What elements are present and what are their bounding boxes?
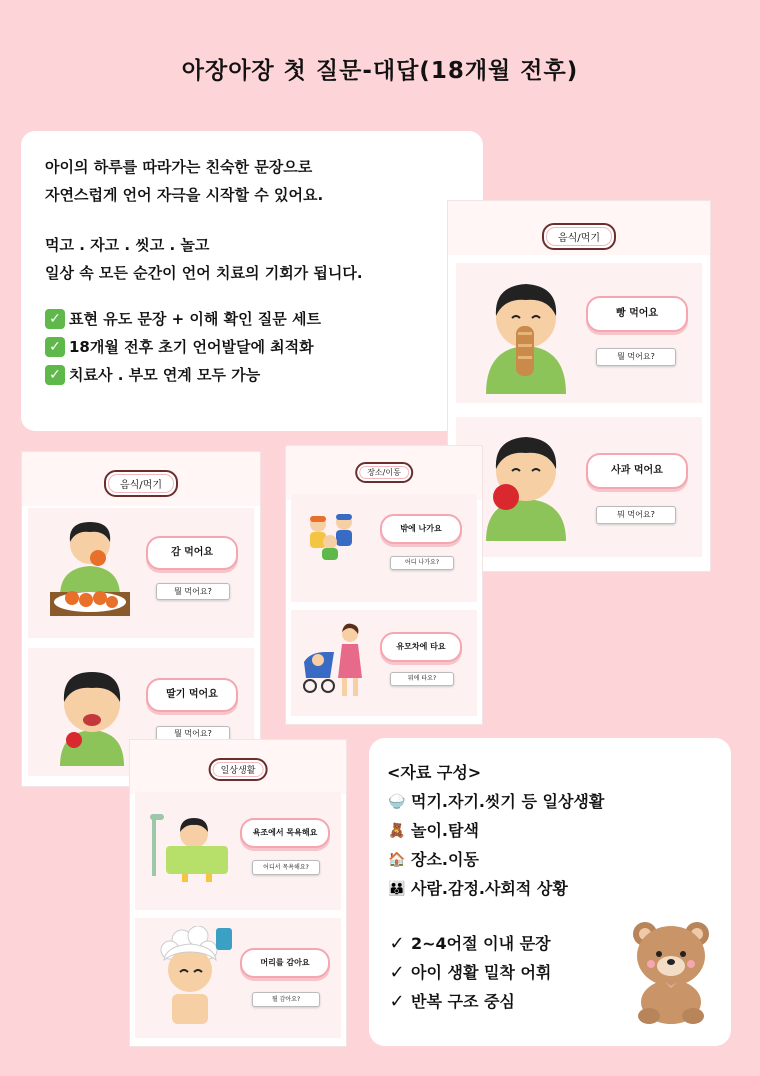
check-mark-icon: ✓ <box>389 962 405 983</box>
check-mark-icon: ✓ <box>45 337 65 357</box>
question-box: 뭘 먹어요? <box>156 583 230 600</box>
boy-eating-bread-illustration <box>476 276 576 394</box>
child-washing-hair-illustration <box>150 926 236 1030</box>
sentence-bubble: 빵 먹어요 <box>586 296 688 332</box>
question-box: 뭐 먹어요? <box>596 506 676 524</box>
boy-eating-apple-illustration <box>476 431 576 541</box>
house-icon: 🏠 <box>388 851 406 868</box>
intro-check-3: ✓ 치료사 . 부모 연계 모두 가능 <box>45 361 483 389</box>
question-box: 뭘 감아요? <box>252 992 320 1007</box>
teddy-bear-illustration <box>627 916 715 1026</box>
intro-line-3: 먹고 . 자고 . 씻고 . 놀고 <box>45 236 210 254</box>
question-box: 어디 나가요? <box>390 556 454 570</box>
info-item-play: 🧸 놀이.탐색 <box>388 821 479 840</box>
category-label: 장소/이동 <box>355 462 413 483</box>
boy-eating-strawberry-illustration <box>52 666 132 766</box>
intro-line-4: 일상 속 모든 순간이 언어 치료의 기회가 됩니다. <box>45 264 363 282</box>
sentence-bubble: 유모차에 타요 <box>380 632 462 662</box>
check-mark-icon: ✓ <box>45 365 65 385</box>
rice-bowl-icon: 🍚 <box>388 793 406 810</box>
material-composition-card <box>369 738 731 1046</box>
info-heading: <자료 구성> <box>387 763 482 782</box>
question-box: 뭘 먹어요? <box>596 348 676 366</box>
kids-going-outside-illustration <box>300 510 366 568</box>
mother-with-stroller-illustration <box>300 622 370 702</box>
check-mark-icon: ✓ <box>45 309 65 329</box>
question-box: 뭐에 타요? <box>390 672 454 686</box>
intro-check-2: ✓ 18개월 전후 초기 언어발달에 최적화 <box>45 333 483 361</box>
info-point-1: ✓ 2~4어절 이내 문장 <box>387 929 731 958</box>
check-mark-icon: ✓ <box>389 933 405 954</box>
sentence-bubble: 감 먹어요 <box>146 536 238 570</box>
intro-check-1: ✓ 표현 유도 문장 + 이해 확인 질문 세트 <box>45 305 483 333</box>
boy-eating-persimmon-illustration <box>48 518 132 618</box>
sentence-bubble: 머리를 감아요 <box>240 948 330 978</box>
child-in-bathtub-illustration <box>146 810 234 890</box>
info-item-daily-life: 🍚 먹기.자기.씻기 등 일상생활 <box>388 792 605 811</box>
intro-card <box>21 131 483 431</box>
page-title: 아장아장 첫 질문-대답(18개월 전후) <box>181 58 579 84</box>
question-box: 어디서 목욕해요? <box>252 860 320 875</box>
sentence-bubble: 욕조에서 목욕해요 <box>240 818 330 848</box>
intro-line-2: 자연스럽게 언어 자극을 시작할 수 있어요. <box>45 186 324 204</box>
intro-line-1: 아이의 하루를 따라가는 친숙한 문장으로 <box>45 158 313 176</box>
category-label: 음식/먹기 <box>104 470 178 497</box>
info-point-2: ✓ 아이 생활 밀착 어휘 <box>387 958 731 987</box>
teddy-bear-icon: 🧸 <box>388 822 406 839</box>
people-icon: 👪 <box>388 880 406 897</box>
info-item-people: 👪 사람.감정.사회적 상황 <box>388 879 568 898</box>
category-label: 일상생활 <box>209 758 268 781</box>
info-item-place: 🏠 장소.이동 <box>388 850 479 869</box>
question-box: 뭘 먹어요? <box>156 726 230 742</box>
worksheet-card-food-left <box>22 452 260 786</box>
sentence-bubble: 사과 먹어요 <box>586 453 688 489</box>
info-point-3: ✓ 반복 구조 중심 <box>387 987 731 1016</box>
sentence-bubble: 딸기 먹어요 <box>146 678 238 712</box>
worksheet-card-daily-life <box>130 740 346 1046</box>
sentence-bubble: 밖에 나가요 <box>380 514 462 544</box>
worksheet-card-place <box>286 446 482 724</box>
check-mark-icon: ✓ <box>389 991 405 1012</box>
category-label: 음식/먹기 <box>542 223 616 250</box>
worksheet-card-food-right <box>448 201 710 571</box>
